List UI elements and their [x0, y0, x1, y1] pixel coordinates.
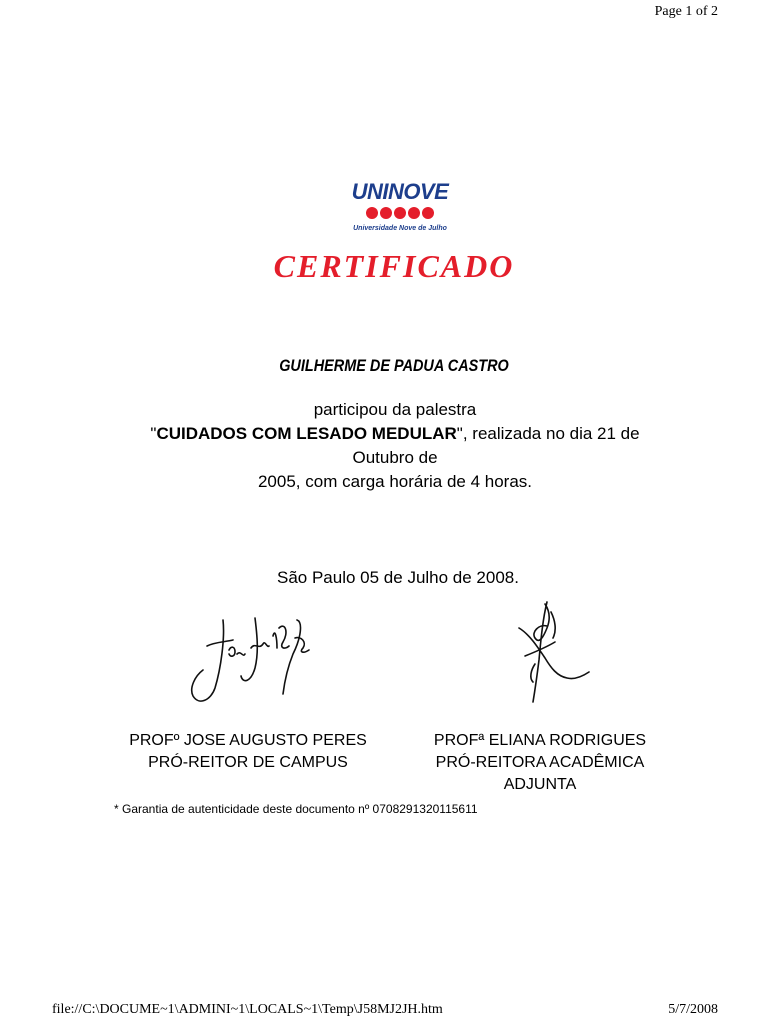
print-file-path: file://C:\DOCUME~1\ADMINI~1\LOCALS~1\Temp\J58MJ2JH.htm — [52, 1002, 443, 1017]
signer-right — [410, 730, 670, 796]
body-line-1: participou da palestra — [313, 400, 477, 419]
signer-left-role: PRÓ-REITOR DE CAMPUS — [148, 754, 348, 771]
quote-open: " — [150, 424, 157, 443]
certificate-title: CERTIFICADO — [273, 248, 515, 284]
issue-date: São Paulo 05 de Julho de 2008. — [277, 568, 519, 587]
body-line-3: 2005, com carga horária de 4 horas. — [257, 472, 533, 491]
signer-left — [118, 730, 378, 774]
signer-left-name: PROFº JOSE AUGUSTO PERES — [129, 732, 367, 749]
lecture-title: CUIDADOS COM LESADO MEDULAR — [156, 424, 457, 443]
signature-right-icon — [505, 598, 595, 708]
recipient-name: GUILHERME DE PADUA CASTRO — [279, 356, 509, 375]
print-date: 5/7/2008 — [668, 1002, 718, 1017]
uninove-logo — [350, 180, 450, 233]
body-line-2 — [140, 422, 650, 470]
logo-name: UNINOVE — [351, 179, 449, 204]
signer-right-name: PROFª ELIANA RODRIGUES — [433, 732, 647, 749]
signature-left-icon — [185, 598, 315, 718]
signer-right-role: PRÓ-REITORA ACADÊMICA ADJUNTA — [435, 754, 645, 793]
authenticity-note: * Garantia de autenticidade deste documento nº 0708291320115611 — [114, 802, 478, 816]
logo-subtitle: Universidade Nove de Julho — [353, 225, 447, 232]
body-line-2-rest: ", realizada no dia 21 de Outubro de — [352, 424, 640, 467]
print-page-number: Page 1 of 2 — [654, 4, 718, 19]
certificate-body — [140, 398, 650, 494]
logo-dots-icon — [350, 206, 450, 224]
